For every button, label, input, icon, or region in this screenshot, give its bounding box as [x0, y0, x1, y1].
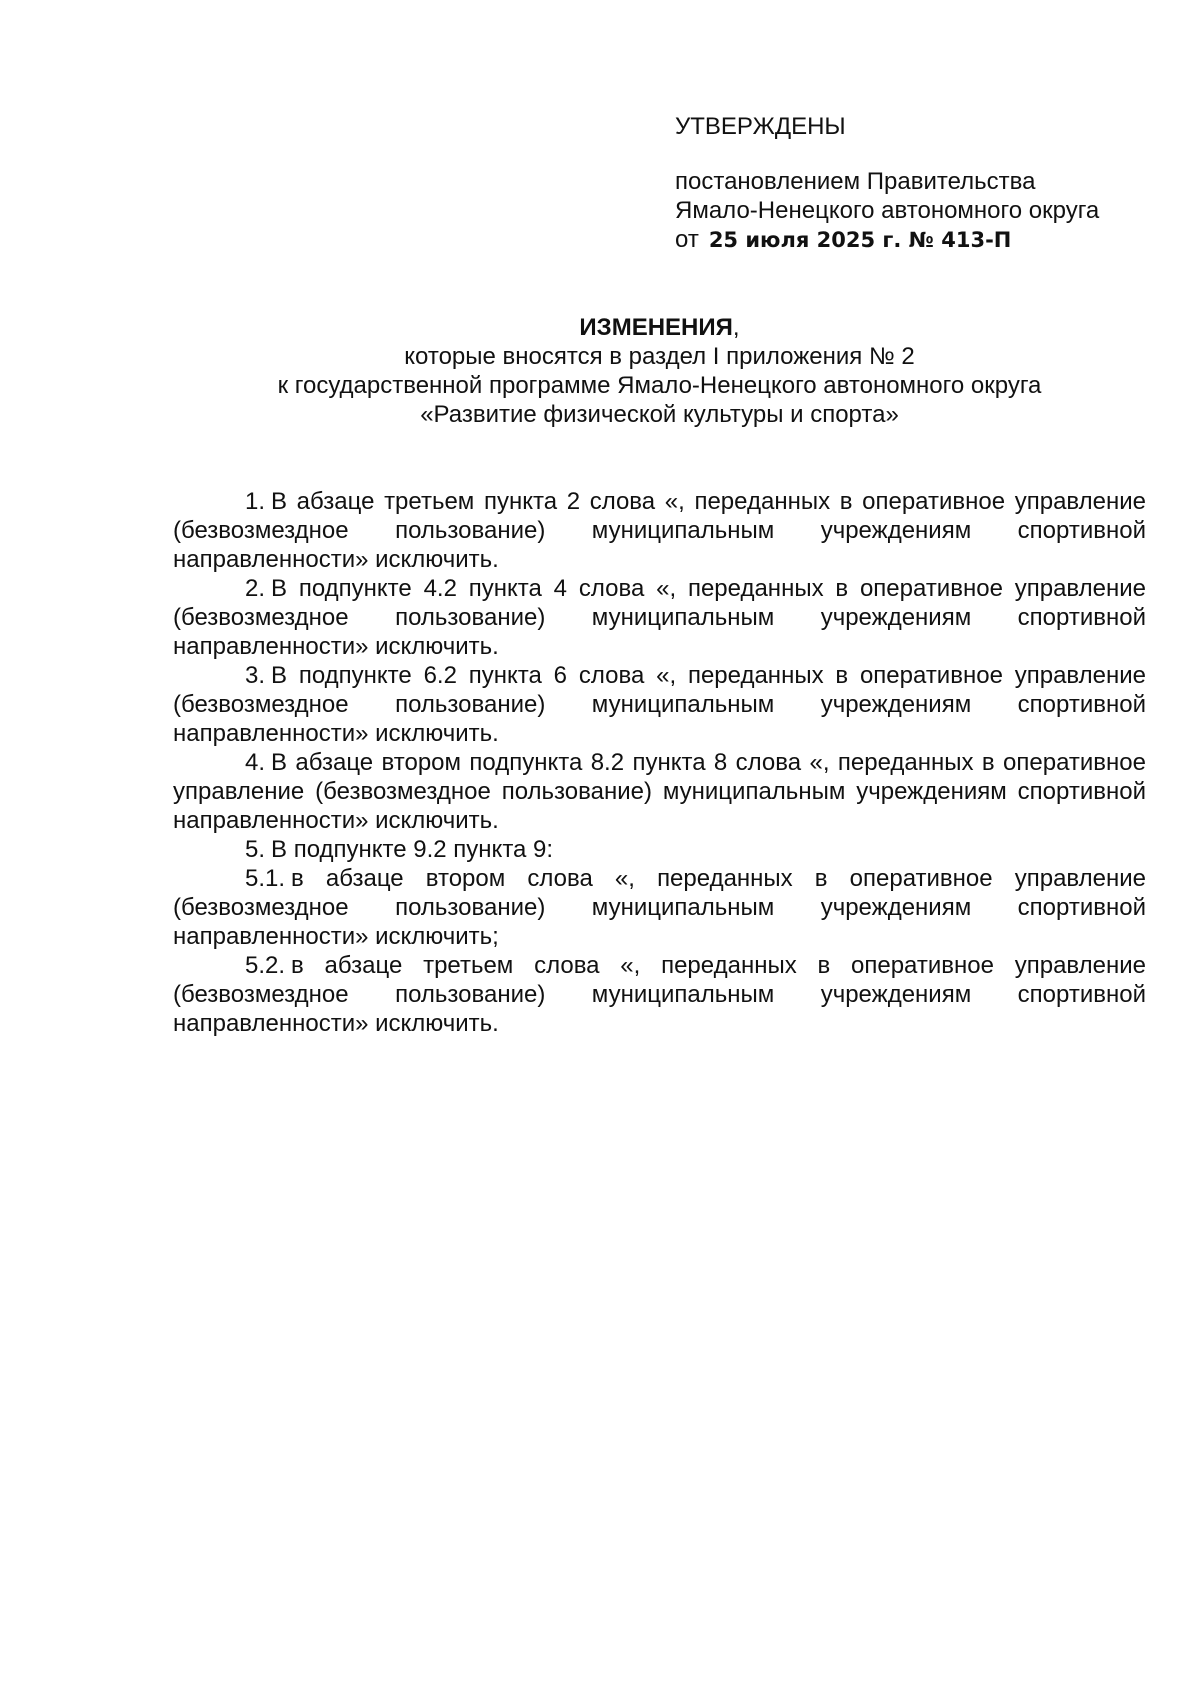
amendment-text: в абзаце втором слова «, переданных в оперативное управление (безвозмездное пользование) муниципальным учреждениям спортивной направленности» исключить; [173, 865, 1146, 950]
document-heading [173, 313, 1146, 342]
approval-line-region: Ямало-Ненецкого автономного округа [675, 197, 1100, 224]
amendment-number: 3. [245, 662, 266, 689]
approval-date-value: 25 июля 2025 г. № 413-П [708, 228, 1012, 252]
amendments-list [173, 487, 1146, 1038]
document-subtitle-line-2: к государственной программе Ямало-Ненецкого автономного округа [277, 372, 1042, 399]
document-subtitle-line-1: которые вносятся в раздел I приложения № 2 [404, 343, 915, 370]
document-heading-word: ИЗМЕНЕНИЯ [579, 314, 733, 341]
amendment-subitem [173, 864, 1146, 951]
amendment-number: 4. [245, 749, 266, 776]
amendment-text: в абзаце третьем слова «, переданных в оперативное управление (безвозмездное пользование) муниципальным учреждениям спортивной направленности» исключить. [173, 952, 1146, 1037]
amendment-text: В подпункте 6.2 пункта 6 слова «, переданных в оперативное управление (безвозмездное пользование) муниципальным учреждениям спортивной направленности» исключить. [173, 662, 1146, 747]
approval-date-prefix: от [675, 226, 699, 253]
amendment-number: 1. [245, 488, 266, 515]
document-heading-suffix: , [732, 314, 740, 341]
amendment-text: В абзаце третьем пункта 2 слова «, переданных в оперативное управление (безвозмездное пользование) муниципальным учреждениям спортивной направленности» исключить. [173, 488, 1146, 573]
amendment-subitem [173, 951, 1146, 1038]
amendment-text: В подпункте 4.2 пункта 4 слова «, переданных в оперативное управление (безвозмездное пользование) муниципальным учреждениям спортивной направленности» исключить. [173, 575, 1146, 660]
amendment-item [173, 661, 1146, 748]
amendment-number: 5.2. [245, 952, 286, 979]
approval-stamp: УТВЕРЖДЕНЫ [675, 113, 846, 140]
amendment-text: В абзаце втором подпункта 8.2 пункта 8 слова «, переданных в оперативное управление (безвозмездное пользование) муниципальным учреждениям спортивной направленности» исключить. [173, 749, 1146, 834]
amendment-item [173, 835, 1146, 864]
document-title-block [173, 313, 1146, 429]
amendment-number: 2. [245, 575, 266, 602]
approval-block [675, 112, 1175, 255]
amendment-item [173, 574, 1146, 661]
amendment-item [173, 487, 1146, 574]
amendment-text: В подпункте 9.2 пункта 9: [271, 836, 554, 863]
amendment-item [173, 748, 1146, 835]
approval-date-line [675, 225, 1175, 255]
document-subtitle-line-3: «Развитие физической культуры и спорта» [420, 401, 899, 428]
amendment-number: 5. [245, 836, 266, 863]
approval-line-decree: постановлением Правительства [675, 168, 1036, 195]
amendment-number: 5.1. [245, 865, 286, 892]
